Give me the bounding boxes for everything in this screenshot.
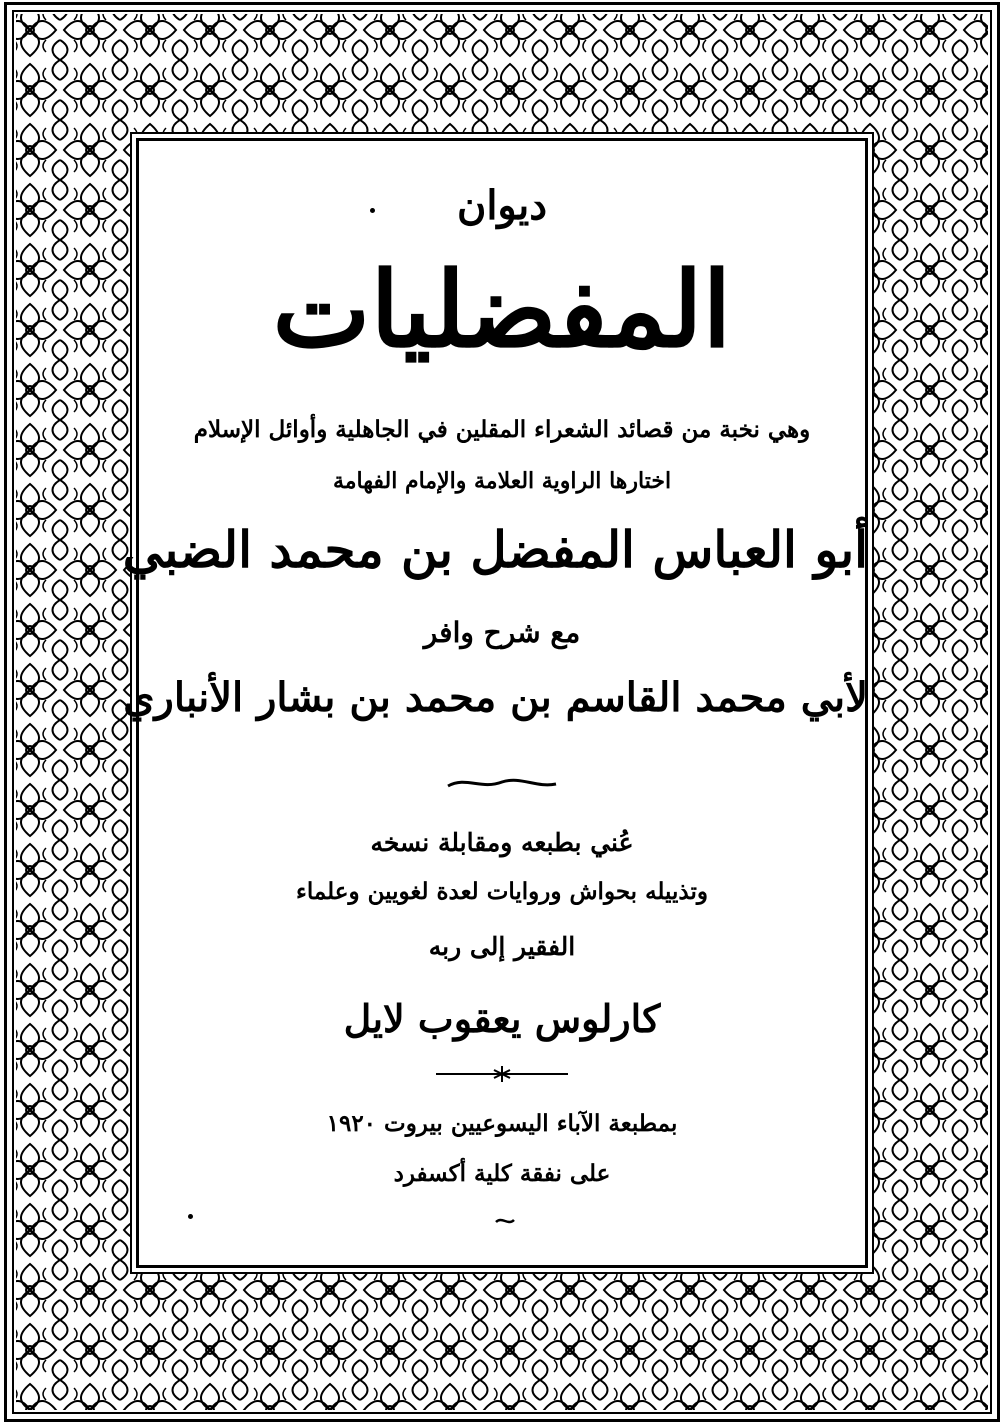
separator-star-rule <box>136 1066 868 1082</box>
end-mark <box>136 1214 868 1228</box>
separator-flourish <box>136 774 868 794</box>
book-description: وهي نخبة من قصائد الشعراء المقلين في الجاهلية وأوائل الإسلام <box>193 416 811 443</box>
with-commentary-line: مع شرح وافر <box>423 616 581 649</box>
poor-servant-line: الفقير إلى ربه <box>428 932 576 961</box>
diwan-heading: ديوان <box>456 182 548 229</box>
ink-speck <box>370 208 375 213</box>
ink-speck <box>188 1214 193 1219</box>
title-content <box>122 138 868 1268</box>
editing-line-2: وتذييله بحواش وروايات لعدة لغويين وعلماء <box>296 878 708 905</box>
expense-line: على نفقة كلية أكسفرد <box>393 1160 611 1187</box>
editor-name: كارلوس يعقوب لايل <box>343 996 661 1041</box>
book-title: المفضليات <box>272 248 732 371</box>
press-line: بمطبعة الآباء اليسوعيين بيروت ١٩٢٠ <box>326 1110 678 1137</box>
editing-line-1: عُني بطبعه ومقابلة نسخه <box>370 828 634 857</box>
commentator-name: لأبي محمد القاسم بن محمد بن بشار الأنباري <box>123 674 868 721</box>
chose-by-line: اختارها الراوية العلامة والإمام الفهامة <box>332 468 672 494</box>
compiler-name: أبو العباس المفضل بن محمد الضبي <box>122 520 868 579</box>
